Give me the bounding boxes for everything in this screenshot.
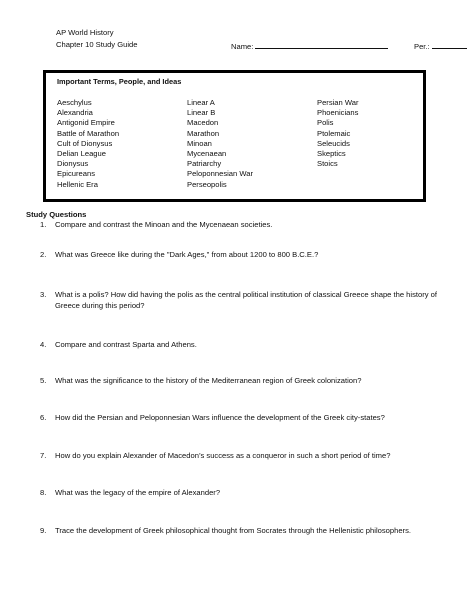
course-title: AP World History	[56, 28, 114, 37]
question-number: 3.	[40, 290, 47, 299]
question-text: What was the legacy of the empire of Alexander?	[55, 488, 221, 497]
question-text: Compare and contrast the Minoan and the Mycenaean societies.	[55, 220, 273, 229]
question-item	[40, 526, 455, 537]
question-item	[40, 290, 455, 311]
terms-heading: Important Terms, People, and Ideas	[57, 77, 182, 86]
question-item	[40, 413, 455, 424]
period-blank[interactable]	[432, 40, 467, 49]
question-number: 9.	[40, 526, 47, 535]
question-text: What is a polis? How did having the polis as the central political institution of classical Greece shape the history of Greece during this period?	[55, 290, 437, 310]
question-number: 6.	[40, 413, 47, 422]
term-item: Skeptics	[317, 149, 346, 159]
question-item	[40, 250, 455, 261]
term-item: Battle of Marathon	[57, 128, 120, 138]
term-item: Ptolemaic	[317, 128, 351, 138]
terms-box	[43, 70, 426, 202]
term-item: Minoan	[187, 138, 212, 148]
question-number: 8.	[40, 488, 47, 497]
term-item: Alexandria	[57, 108, 93, 118]
question-text: How did the Persian and Peloponnesian Wars influence the development of the Greek city-states?	[55, 413, 385, 422]
question-number: 7.	[40, 451, 47, 460]
terms-column-3	[317, 98, 359, 169]
question-item	[40, 376, 455, 387]
term-item: Peloponnesian War	[187, 169, 253, 179]
term-item: Linear B	[187, 108, 216, 118]
period-label: Per.:	[414, 42, 430, 51]
term-item: Persian War	[317, 98, 359, 107]
study-questions-heading: Study Questions	[26, 210, 87, 219]
question-text: How do you explain Alexander of Macedon’s success as a conqueror in such a short period of time?	[55, 451, 391, 460]
question-item	[40, 488, 455, 499]
question-number: 1.	[40, 220, 47, 229]
term-item: Patriarchy	[187, 159, 222, 169]
guide-title: Chapter 10 Study Guide	[56, 40, 138, 49]
term-item: Marathon	[187, 128, 220, 138]
terms-column-2	[187, 98, 253, 190]
question-text: Compare and contrast Sparta and Athens.	[55, 340, 197, 349]
term-item: Aeschylus	[57, 98, 92, 107]
question-item	[40, 451, 455, 462]
terms-column-1	[57, 98, 119, 190]
term-item: Seleucids	[317, 138, 350, 148]
term-item: Macedon	[187, 118, 219, 128]
term-item: Dionysus	[57, 159, 89, 169]
question-text: Trace the development of Greek philosophical thought from Socrates through the Hellenistic philosophers.	[55, 526, 411, 535]
term-item: Mycenaean	[187, 149, 227, 159]
question-text: What was Greece like during the "Dark Ages," from about 1200 to 800 B.C.E.?	[55, 250, 319, 259]
term-item: Perseopolis	[187, 179, 227, 189]
question-item	[40, 220, 455, 231]
period-field	[414, 40, 467, 52]
name-label: Name:	[231, 42, 254, 51]
question-number: 2.	[40, 250, 47, 259]
term-item: Cult of Dionysus	[57, 138, 113, 148]
question-text: What was the significance to the history of the Mediterranean region of Greek colonization?	[55, 376, 362, 385]
term-item: Phoenicians	[317, 108, 359, 118]
question-number: 5.	[40, 376, 47, 385]
term-item: Linear A	[187, 98, 215, 107]
term-item: Hellenic Era	[57, 179, 98, 189]
term-item: Delian League	[57, 149, 106, 159]
name-blank[interactable]	[255, 40, 388, 49]
term-item: Polis	[317, 118, 334, 128]
name-field	[231, 40, 388, 52]
question-number: 4.	[40, 340, 47, 349]
term-item: Stoics	[317, 159, 338, 169]
term-item: Antigonid Empire	[57, 118, 115, 128]
question-item	[40, 340, 455, 351]
term-item: Epicureans	[57, 169, 95, 179]
